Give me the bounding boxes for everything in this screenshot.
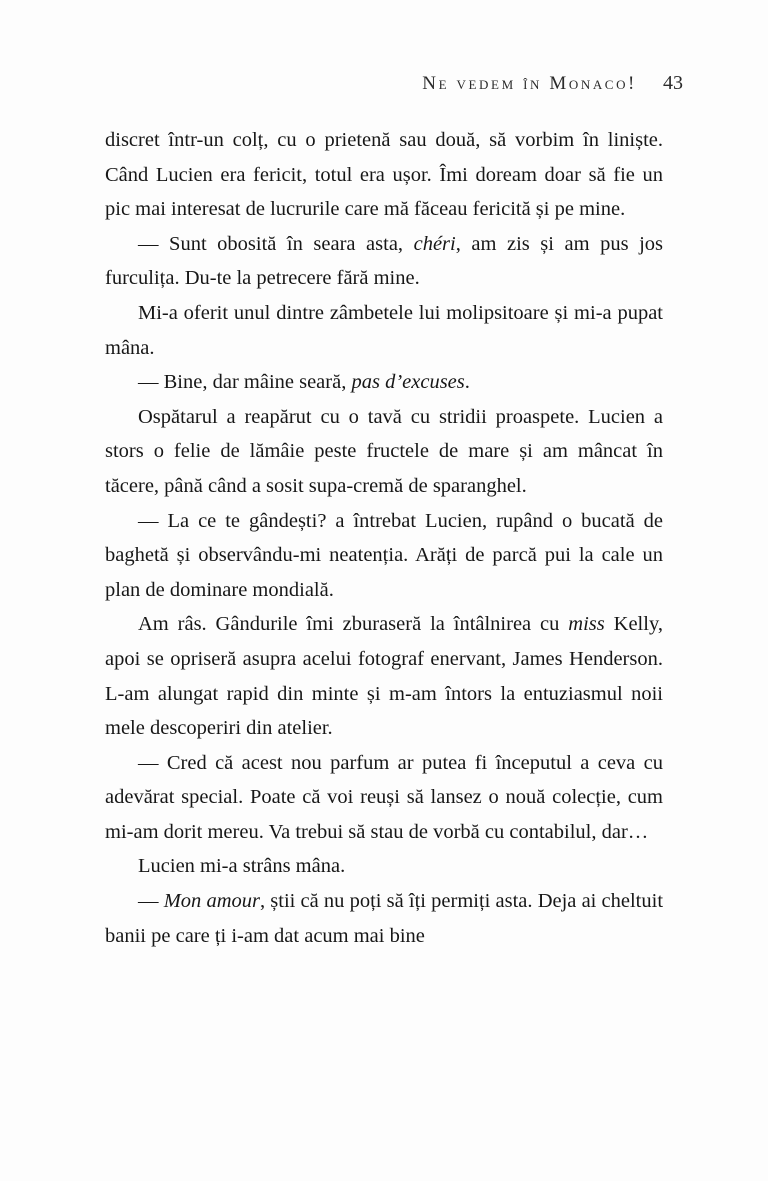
page-number: 43 — [663, 72, 683, 94]
page-body — [105, 123, 663, 953]
paragraph — [105, 607, 663, 745]
paragraph — [105, 296, 663, 365]
paragraph — [105, 400, 663, 504]
italic-text-segment: miss — [568, 613, 605, 636]
italic-text-segment: chéri — [413, 232, 456, 255]
paragraph — [105, 884, 663, 953]
text-segment: — La ce te gândești? a întrebat Lucien, rupând o bucată de baghetă și observându-mi neatenția. Arăți de parcă pui la cale un plan de dominare mondială. — [105, 509, 663, 601]
text-segment: Kelly, apoi se opriseră asupra acelui fotograf enervant, James Henderson. L-am alungat rapid din minte și m-am întors la entuziasmul noii mele descoperiri din atelier. — [105, 613, 663, 740]
text-segment: Am râs. Gândurile îmi zburaseră la întâlnirea cu — [138, 613, 569, 636]
paragraph — [105, 365, 663, 400]
running-header — [105, 72, 683, 95]
paragraph — [105, 504, 663, 608]
paragraph — [105, 123, 663, 227]
text-segment: — Sunt obosită în seara asta, — [138, 232, 414, 255]
text-segment: , am zis și am pus jos furculița. Du-te la petrecere fără mine. — [105, 232, 664, 290]
text-segment: — Cred că acest nou parfum ar putea fi începutul a ceva cu adevărat special. Poate că voi reuși să lansez o nouă colecție, cum mi-am dorit mereu. Va trebui să stau de vorbă cu contabilul, dar… — [105, 751, 663, 843]
text-segment: Ospătarul a reapărut cu o tavă cu stridii proaspete. Lucien a stors o felie de lămâie peste fructele de mare și am mâncat în tăcere, până când a sosit supa-cremă de sparanghel. — [105, 405, 663, 497]
italic-text-segment: pas d’excuses — [351, 371, 465, 394]
text-segment: — Bine, dar mâine seară, — [138, 371, 352, 394]
paragraph — [105, 227, 663, 296]
text-segment: , știi că nu poți să îți permiți asta. Deja ai cheltuit banii pe care ți i-am dat acum mai bine — [105, 890, 664, 947]
text-segment: Lucien mi-a strâns mâna. — [138, 855, 346, 878]
text-segment: Mi-a oferit unul dintre zâmbetele lui molipsitoare și mi-a pupat mâna. — [105, 301, 663, 359]
paragraph — [105, 849, 663, 884]
paragraph — [105, 746, 663, 850]
italic-text-segment: Mon amour — [163, 890, 260, 913]
text-segment: — — [138, 890, 164, 913]
text-segment: . — [464, 371, 470, 394]
text-segment: discret într-un colț, cu o prietenă sau două, să vorbim în liniște. Când Lucien era fericit, totul era ușor. Îmi doream doar să fie un pic mai interesat de lucrurile care mă făceau fericită și pe mine. — [105, 129, 663, 221]
running-title: Ne vedem în Monaco! — [422, 73, 637, 94]
